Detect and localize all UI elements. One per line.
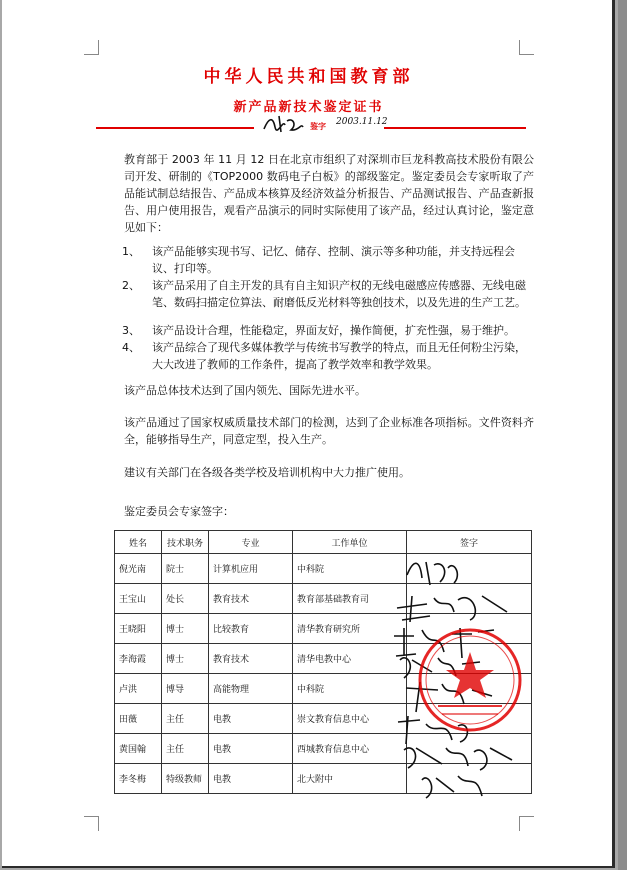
cell-title: 博士 [162,614,209,644]
opinion-item-1 [122,243,542,277]
cell-name: 李冬梅 [115,764,162,794]
table-row [115,644,532,674]
cell-major: 教育技术 [209,584,293,614]
red-rule-left [96,127,254,129]
cell-name: 田薇 [115,704,162,734]
level-text: 该产品总体技术达到了国内领先、国际先进水平。 [124,384,366,397]
red-rule-right [384,127,526,129]
header-name: 姓名 [115,531,162,554]
table-row [115,614,532,644]
cell-major: 电教 [209,764,293,794]
cell-title: 院士 [162,554,209,584]
document-subtitle: 新产品新技术鉴定证书 [233,100,384,115]
cell-major: 电教 [209,734,293,764]
item-number: 1、 [122,245,140,258]
cell-title: 博导 [162,674,209,704]
cell-unit: 清华电教中心 [293,644,407,674]
header-major: 专业 [209,531,293,554]
cell-signature [407,614,532,644]
intro-text: 教育部于 2003 年 11 月 12 日在北京市组织了对深圳市巨龙科教高技术股份有限公司开发、研制的《TOP2000 数码电子白板》的部级鉴定。鉴定委员会专家听取了产品能试制总结报告、产品成本核算及经济效益分析报告、产品测试报告、产品查新报告、用户使用报告，观看产品演示的同时实际使用了该产品，经过认真讨论，鉴定意见如下： [124,153,534,234]
item-number: 3、 [122,324,140,337]
item-text: 该产品能够实现书写、记忆、储存、控制、演示等多种功能，并支持远程会议、打印等。 [152,245,515,275]
table-row [115,734,532,764]
cell-signature [407,704,532,734]
cell-signature [407,764,532,794]
table-row [115,704,532,734]
opinion-item-3 [122,322,542,339]
cell-name: 倪光南 [115,554,162,584]
cell-signature [407,554,532,584]
header-title: 技术职务 [162,531,209,554]
cell-title: 主任 [162,704,209,734]
cell-major: 计算机应用 [209,554,293,584]
cell-unit: 北大附中 [293,764,407,794]
opinion-item-2 [122,277,542,328]
signature-line [96,117,526,137]
table-row [115,764,532,794]
item-text: 该产品综合了现代多媒体教学与传统书写教学的特点，而且无任何粉尘污染，大大改进了教师的工作条件，提高了教学效率和教学效果。 [152,341,526,371]
cell-unit: 西城教育信息中心 [293,734,407,764]
cell-title: 主任 [162,734,209,764]
crop-mark-top-left [84,40,99,55]
handwritten-signature-icon [261,113,305,135]
header-unit: 工作单位 [293,531,407,554]
signature-date: 2003.11.12 [336,117,388,127]
cell-unit: 清华教育研究所 [293,614,407,644]
cell-signature [407,644,532,674]
test-text: 该产品通过了国家权威质量技术部门的检测，达到了企业标准各项指标。文件资料齐全，能够指导生产，同意定型，投入生产。 [124,416,534,446]
cell-unit: 中科院 [293,674,407,704]
document-title: 中华人民共和国教育部 [203,67,414,87]
cell-signature [407,584,532,614]
vertical-scrollbar[interactable] [618,0,627,870]
cell-title: 处长 [162,584,209,614]
document-page [2,0,615,868]
cell-unit: 中科院 [293,554,407,584]
cell-title: 特级教师 [162,764,209,794]
crop-mark-bottom-right [519,816,534,831]
table-header-row [115,531,532,554]
crop-mark-bottom-left [84,816,99,831]
cell-name: 王宝山 [115,584,162,614]
test-paragraph [102,414,534,448]
item-text: 该产品采用了自主开发的具有自主知识产权的无线电磁感应传感器、无线电磁笔、数码扫描定位算法、耐磨低反光材料等独创技术，以及先进的生产工艺。 [152,279,526,309]
table-row [115,674,532,704]
suggest-paragraph [102,464,534,481]
intro-paragraph [102,151,534,236]
cell-major: 高能物理 [209,674,293,704]
item-number: 2、 [122,279,140,292]
cell-major: 教育技术 [209,644,293,674]
cell-unit: 崇文教育信息中心 [293,704,407,734]
item-number: 4、 [122,341,140,354]
cell-name: 黄国翰 [115,734,162,764]
committee-label [102,503,534,520]
cell-signature [407,674,532,704]
expert-signature-table [114,530,532,794]
cell-title: 博士 [162,644,209,674]
suggest-text: 建议有关部门在各级各类学校及培训机构中大力推广使用。 [124,466,410,479]
committee-label-text: 鉴定委员会专家签字： [124,505,234,518]
item-text: 该产品设计合理，性能稳定，界面友好，操作简便，扩充性强，易于维护。 [152,324,515,337]
opinion-item-4 [122,339,542,373]
crop-mark-top-right [519,40,534,55]
table-row [115,554,532,584]
cell-name: 卢洪 [115,674,162,704]
level-paragraph [102,382,534,399]
cell-signature [407,734,532,764]
cell-unit: 教育部基础教育司 [293,584,407,614]
cell-name: 王晓阳 [115,614,162,644]
cell-name: 李海霞 [115,644,162,674]
header-signature: 签字 [407,531,532,554]
cell-major: 比较教育 [209,614,293,644]
table-row [115,584,532,614]
certificate-number-label: 鉴字 [310,122,326,131]
cell-major: 电教 [209,704,293,734]
